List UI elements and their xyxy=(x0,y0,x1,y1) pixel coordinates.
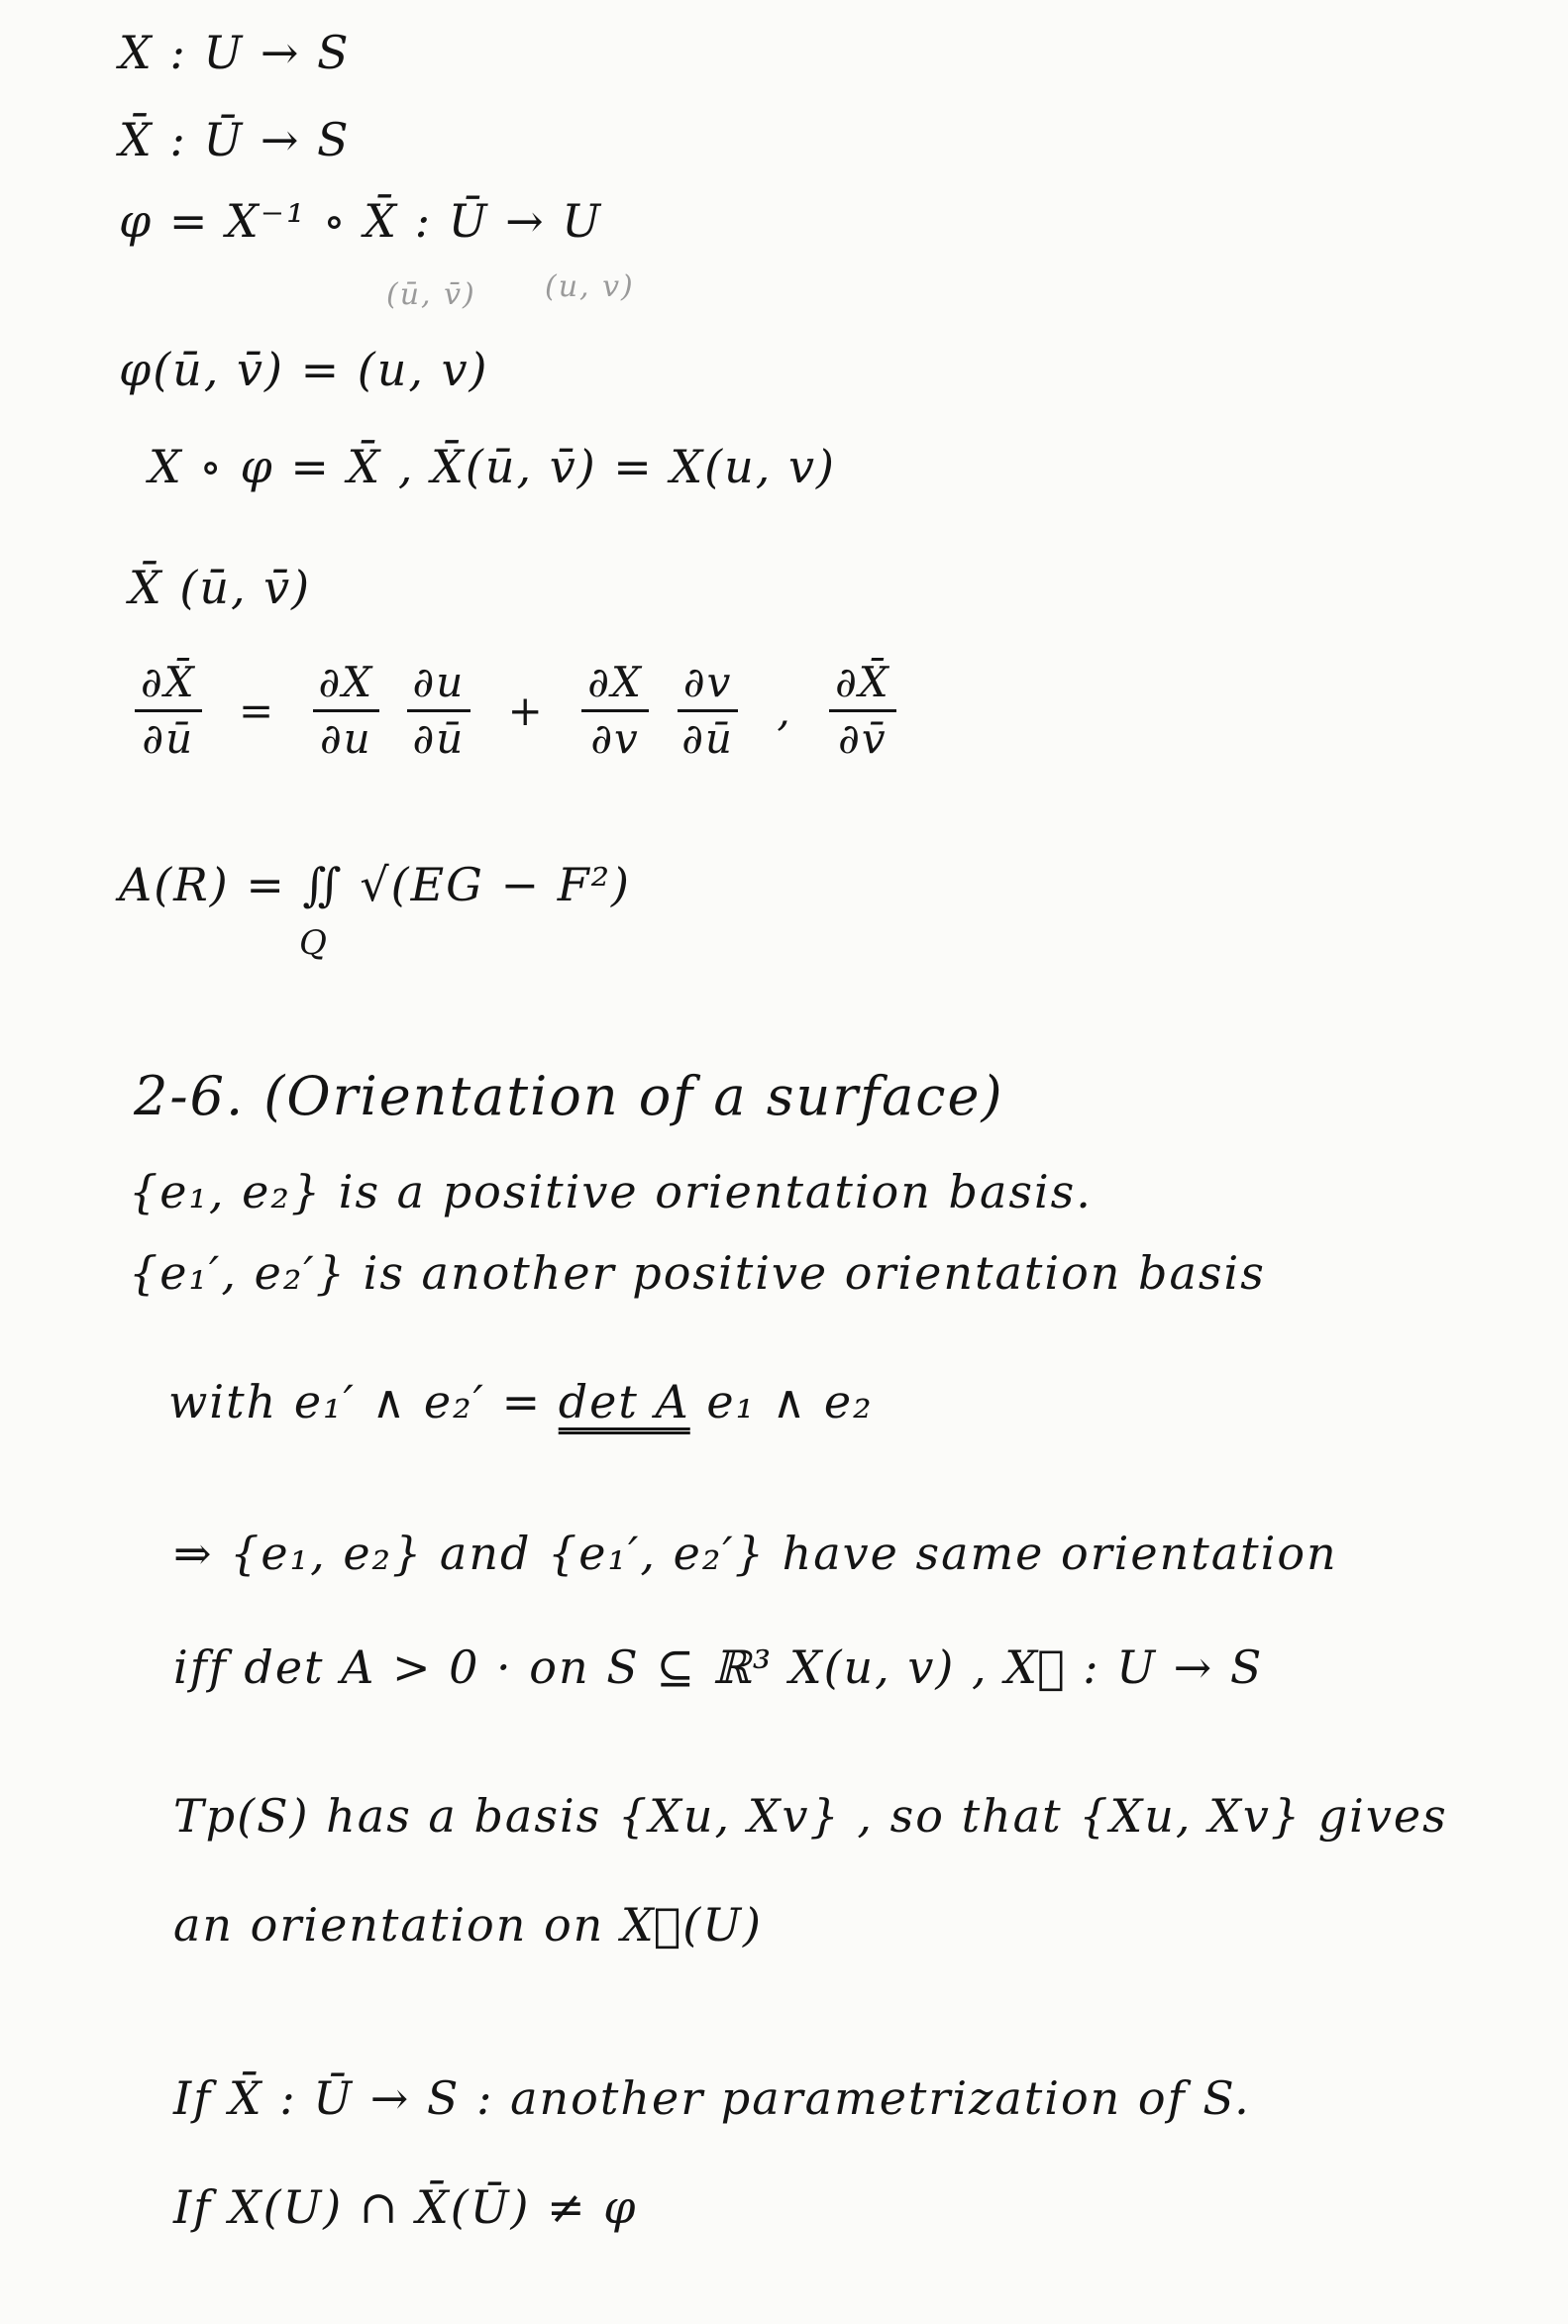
equals-sign: = xyxy=(238,686,276,735)
det-a-underlined: det A xyxy=(558,1375,690,1428)
section-heading: 2-6. (Orientation of a surface) xyxy=(134,1065,1004,1127)
fraction-denominator: ∂ū xyxy=(412,714,466,763)
line-positive-basis: {e₁, e₂} is a positive orientation basis. xyxy=(129,1165,1093,1218)
wedge-relation-suffix: e₁ ∧ e₂ xyxy=(689,1375,874,1428)
annotation-u-v: (u, v) xyxy=(545,269,635,304)
line-wedge-relation xyxy=(168,1375,874,1428)
fraction-dxbar-dvbar xyxy=(829,658,896,763)
line-composition: X ∘ φ = X̄ , X̄(ū, v̄) = X(u, v) xyxy=(149,440,836,493)
fraction-numerator: ∂X̄ xyxy=(135,662,202,712)
chain-rule-line xyxy=(129,658,902,763)
fraction-denominator: ∂ū xyxy=(681,714,734,763)
line-same-orientation: ⇒ {e₁, e₂} and {e₁′, e₂′} have same orientation xyxy=(173,1527,1338,1580)
line-orientation-on-image: an orientation on X⃗(U) xyxy=(173,1898,763,1952)
wedge-relation-prefix: with e₁′ ∧ e₂′ = xyxy=(168,1375,559,1428)
fraction-denominator: ∂v xyxy=(590,714,640,763)
fraction-dx-dv xyxy=(581,658,649,763)
fraction-du-dubar xyxy=(407,658,471,763)
fraction-denominator: ∂v̄ xyxy=(838,714,888,763)
fraction-denominator: ∂ū xyxy=(142,714,195,763)
line-tangent-basis: Tp(S) has a basis {Xu, Xv} , so that {Xu, Xv} gives xyxy=(173,1789,1448,1843)
line-iff-det: iff det A > 0 · on S ⊆ ℝ³ X(u, v) , X⃗ : U → S xyxy=(173,1640,1264,1694)
line-another-basis: {e₁′, e₂′} is another positive orientation basis xyxy=(129,1246,1266,1300)
plus-sign: + xyxy=(507,686,545,735)
line-intersection-nonempty: If X(U) ∩ X̄(Ū) ≠ φ xyxy=(173,2180,638,2234)
fraction-dx-du xyxy=(313,658,380,763)
fraction-dv-dubar xyxy=(676,658,740,763)
comma: , xyxy=(777,686,792,735)
line-xbar-map: X̄ : Ū → S xyxy=(119,113,351,166)
fraction-numerator: ∂X̄ xyxy=(829,662,896,712)
line-x-map: X : U → S xyxy=(119,26,351,79)
area-domain-subscript: Q xyxy=(299,923,327,963)
line-another-parametrization: If X̄ : Ū → S : another parametrization of S. xyxy=(173,2071,1251,2125)
line-phi-definition: φ = X⁻¹ ∘ X̄ : Ū → U xyxy=(119,194,603,248)
fraction-numerator: ∂u xyxy=(407,662,471,712)
fraction-numerator: ∂X xyxy=(313,662,380,712)
fraction-numerator: ∂v xyxy=(678,662,738,712)
line-xbar-uv: X̄ (ū, v̄) xyxy=(129,561,312,614)
fraction-numerator: ∂X xyxy=(581,662,649,712)
area-formula: A(R) = ∬ √(EG − F²) xyxy=(119,858,632,911)
fraction-denominator: ∂u xyxy=(319,714,372,763)
fraction-dxbar-dubar xyxy=(135,658,202,763)
annotation-ubar-vbar: (ū, v̄) xyxy=(386,277,476,312)
line-phi-mapping: φ(ū, v̄) = (u, v) xyxy=(119,343,489,396)
